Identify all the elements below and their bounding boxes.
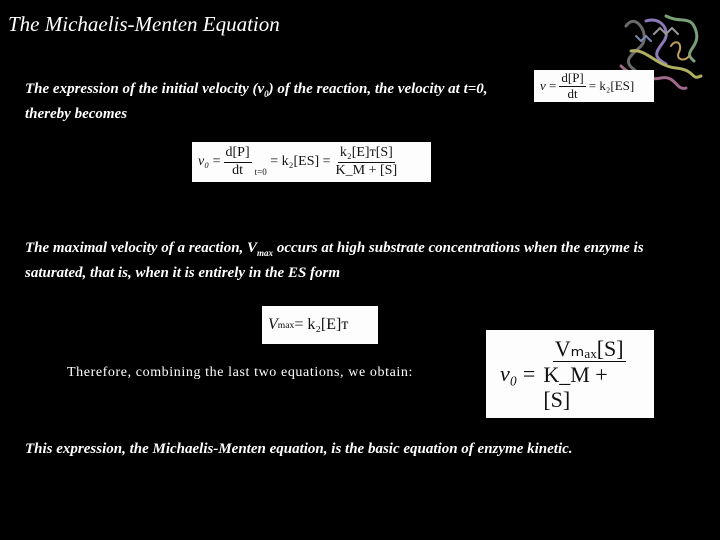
vmax-equation: V max = k₂[E]ᴛ [262,306,378,344]
velocity-equation: v = $\frac{d[P]}{dt}$ = k₂[ES] [534,70,654,102]
initial-velocity-equation: v₀ = $\frac{d[P]}{dt}$ t=0 = k₂[ES] = $\frac{\text{k₂[E]ᴛ[S]}}{K\_M + [S]}$ [192,142,431,182]
combining-text: Therefore, combining the last two equations, we obtain: [67,365,413,380]
max-velocity-paragraph: The maximal velocity of a reaction, $V_{max}$ occurs at high substrate concentrations when the enzyme is saturated, that is, when it is entirely in the ES form [25,240,644,281]
initial-velocity-paragraph: The expression of the initial velocity $(v_0)$ of the reaction, the velocity at t=0, thereby becomes [25,81,488,122]
slide-title: The Michaelis-Menten Equation [8,12,280,36]
michaelis-menten-equation: v₀ = $\frac{\text{Vₘₐₓ[S]}}{K\_M + [S]}$ [486,330,654,418]
conclusion-paragraph: This expression, the Michaelis-Menten equation, is the basic equation of enzyme kinetic. [25,441,573,457]
